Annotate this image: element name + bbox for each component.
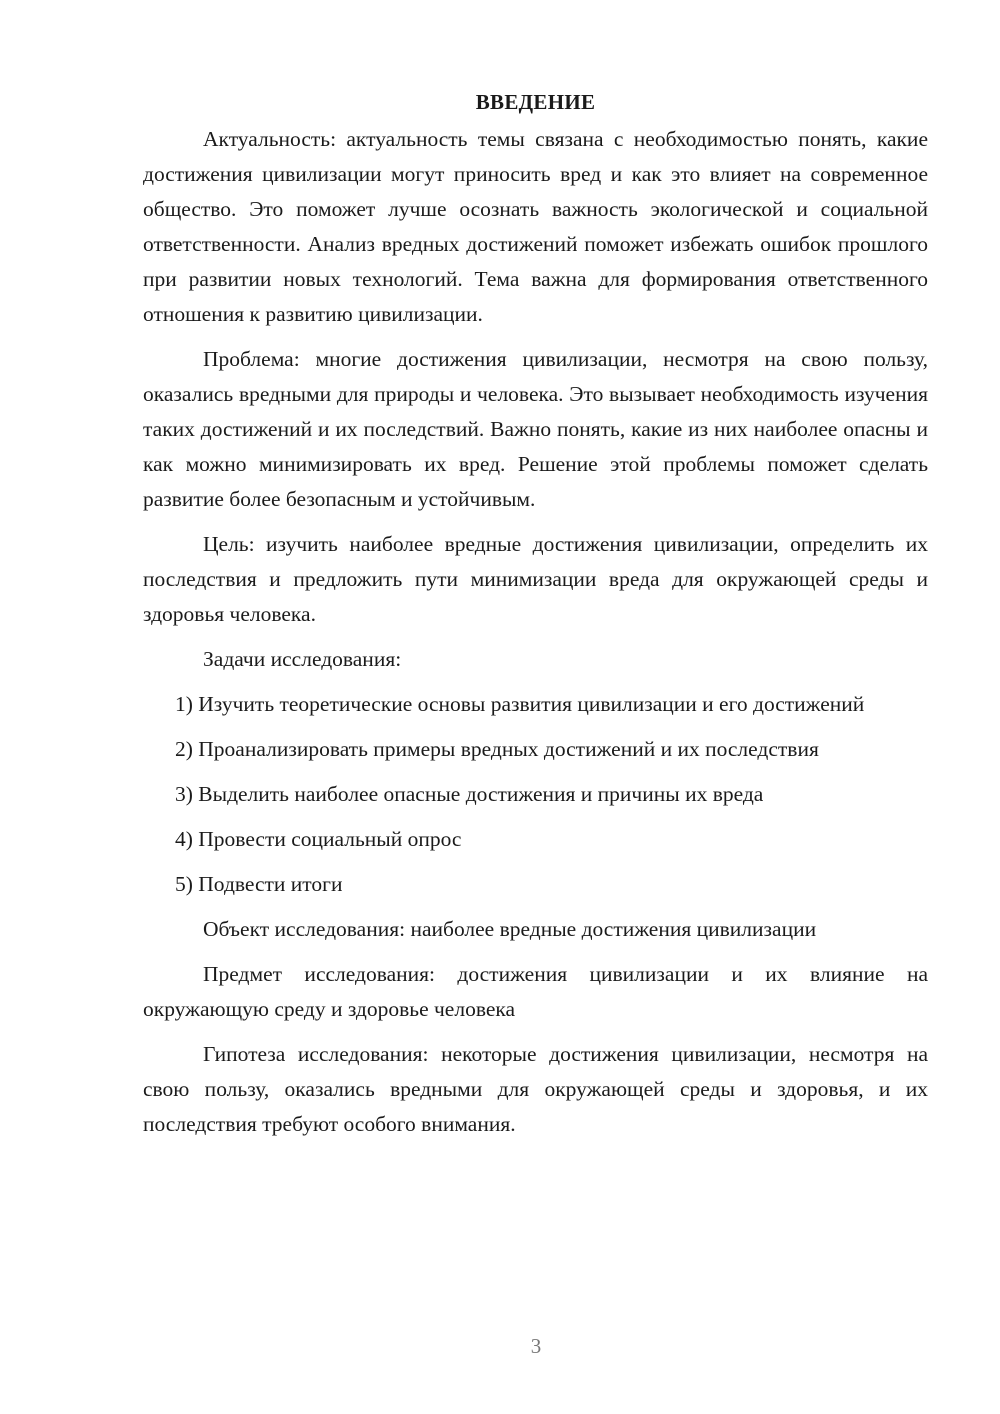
list-item: 4) Провести социальный опрос: [175, 827, 462, 851]
section-title: ВВЕДЕНИЕ: [475, 90, 596, 114]
list-item: 2) Проанализировать примеры вредных достижений и их последствия: [175, 737, 819, 761]
paragraph-problem: Проблема: многие достижения цивилизации, несмотря на свою пользу, оказались вредными для природы и человека. Это вызывает необходимость изучения таких достижений и их последствий. Важно понять, какие из них наиболее опасны и как можно минимизировать их вред. Решение этой проблемы поможет сделать развитие более безопасным и устойчивым.: [143, 347, 928, 511]
tasks-list: [143, 687, 928, 902]
paragraph-hypothesis: Гипотеза исследования: некоторые достижения цивилизации, несмотря на свою пользу, оказались вредными для окружающей среды и здоровья, и их последствия требуют особого внимания.: [143, 1042, 928, 1136]
list-item: 1) Изучить теоретические основы развития цивилизации и его достижений: [175, 692, 865, 716]
paragraph-goal: Цель: изучить наиболее вредные достижения цивилизации, определить их последствия и предложить пути минимизации вреда для окружающей среды и здоровья человека.: [143, 532, 928, 626]
tasks-heading: Задачи исследования:: [203, 647, 402, 671]
paragraph-relevance: Актуальность: актуальность темы связана с необходимостью понять, какие достижения цивилизации могут приносить вред и как это влияет на современное общество. Это поможет лучше осознать важность экологической и социальной ответственности. Анализ вредных достижений поможет избежать ошибок прошлого при развитии новых технологий. Тема важна для формирования ответственного отношения к развитию цивилизации.: [143, 127, 928, 326]
paragraph-object: Объект исследования: наиболее вредные достижения цивилизации: [203, 917, 817, 941]
list-item: 3) Выделить наиболее опасные достижения и причины их вреда: [175, 782, 764, 806]
paragraph-subject: Предмет исследования: достижения цивилизации и их влияние на окружающую среду и здоровье человека: [143, 962, 928, 1021]
list-item: 5) Подвести итоги: [175, 872, 343, 896]
document-page: [143, 88, 928, 1152]
page-number: 3: [530, 1334, 542, 1358]
